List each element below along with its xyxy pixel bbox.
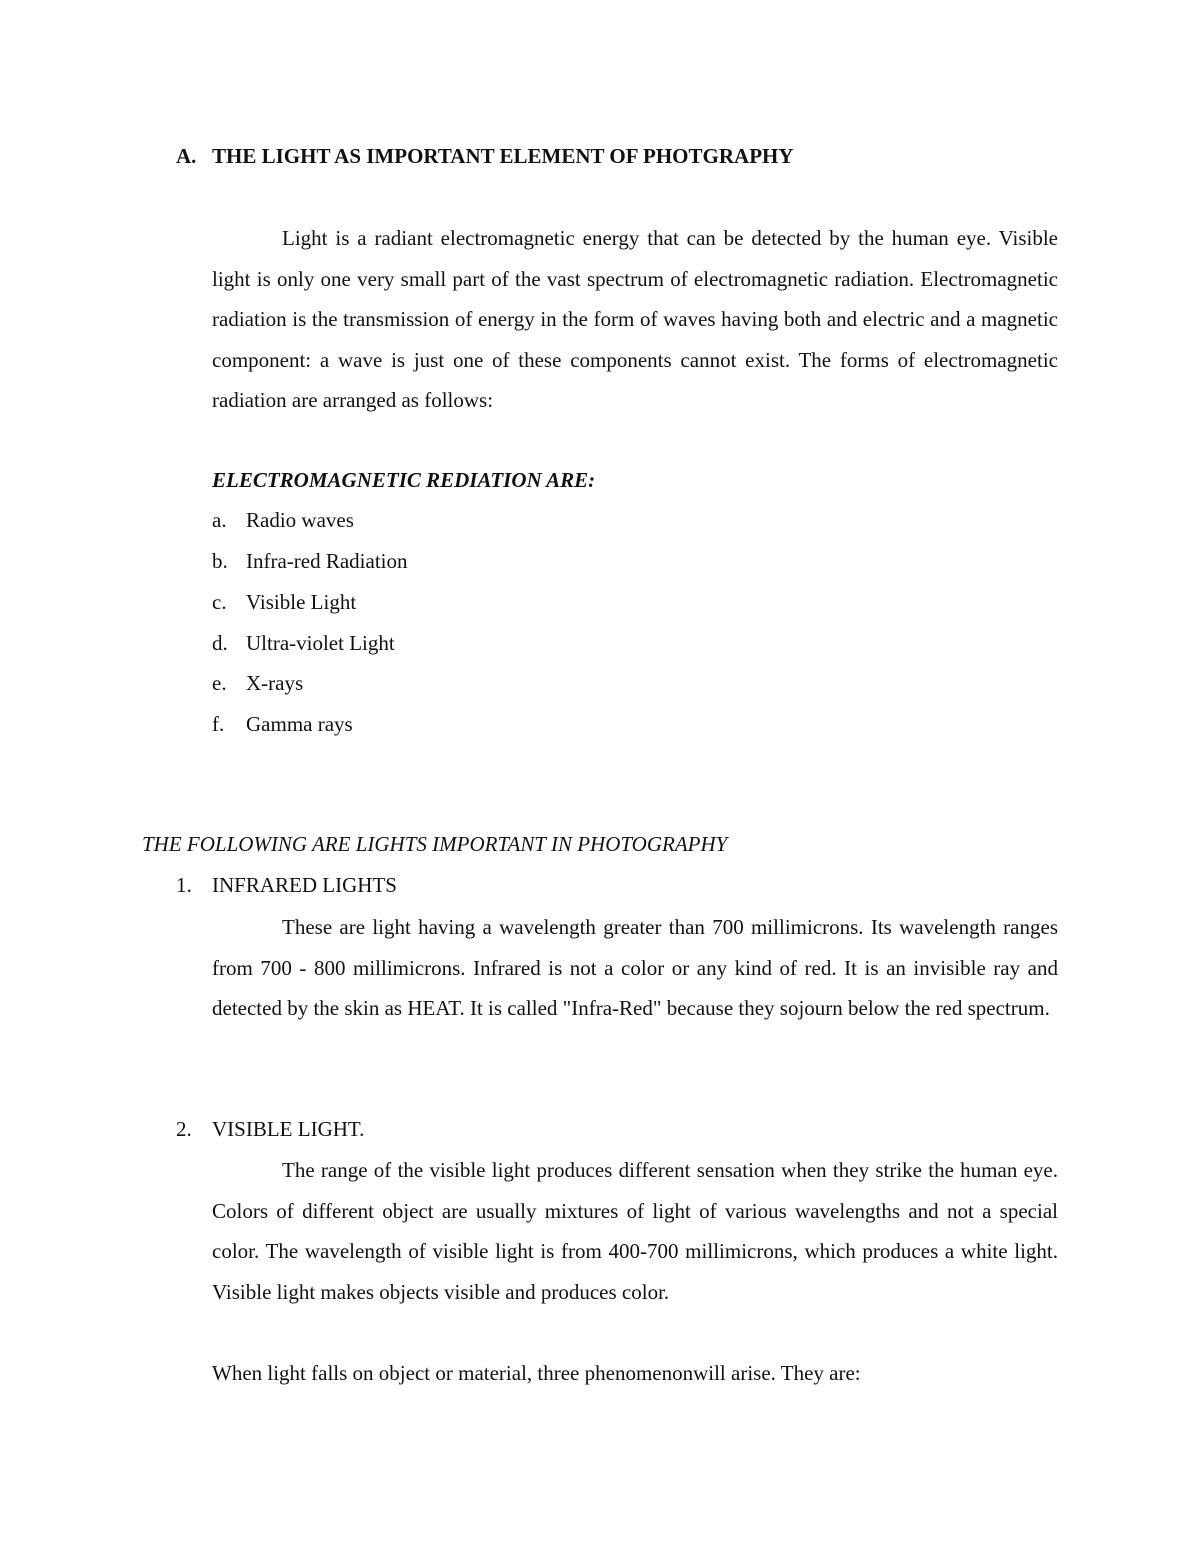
list-marker: a. [212, 508, 227, 532]
numbered-title: VISIBLE LIGHT. [212, 1117, 365, 1141]
list-marker: e. [212, 671, 227, 695]
list-marker: b. [212, 549, 228, 573]
numbered-marker: 2. [176, 1117, 192, 1141]
list-label: X-rays [246, 671, 304, 695]
section-a-heading [176, 144, 794, 169]
section-a-title: THE LIGHT AS IMPORTANT ELEMENT OF PHOTGRAPHY [212, 144, 794, 168]
list-label: Visible Light [246, 590, 357, 614]
numbered-item-title [176, 873, 397, 898]
section-a-marker: A. [176, 144, 197, 168]
list-label: Infra-red Radiation [246, 549, 408, 573]
list-marker: c. [212, 590, 227, 614]
list-marker: f. [212, 712, 225, 736]
infrared-paragraph: These are light having a wavelength greater than 700 millimicrons. Its wavelength ranges from 700 - 800 millimicrons. Infrared is not a color or any kind of red. It is an invisible ray and detected by the skin as HEAT. It is called "Infra-Red" because they sojourn below the red spectrum. [212, 915, 1058, 1021]
list-item [212, 712, 353, 737]
lights-section-heading: THE FOLLOWING ARE LIGHTS IMPORTANT IN PHOTOGRAPHY [142, 832, 728, 856]
numbered-title: INFRARED LIGHTS [212, 873, 397, 897]
numbered-item-title [176, 1117, 364, 1142]
list-label: Ultra-violet Light [246, 631, 395, 655]
list-item [212, 671, 303, 696]
closing-line: When light falls on object or material, three phenomenonwill arise. They are: [212, 1361, 861, 1385]
list-item [212, 549, 408, 574]
list-item [212, 631, 395, 656]
list-item [212, 590, 356, 615]
numbered-marker: 1. [176, 873, 192, 897]
list-marker: d. [212, 631, 228, 655]
list-label: Gamma rays [246, 712, 353, 736]
visible-light-paragraph: The range of the visible light produces different sensation when they strike the human eye. Colors of different object are usually mixtures of light of various wavelengths and not a special color. The wavelength of visible light is from 400-700 millimicrons, which produces a white light. Visible light makes objects visible and produces color. [212, 1158, 1058, 1304]
list-item [212, 508, 354, 533]
list-label: Radio waves [246, 508, 354, 532]
intro-paragraph: Light is a radiant electromagnetic energy that can be detected by the human eye. Visible light is only one very small part of the vast spectrum of electromagnetic radiation. Electromagnetic radiation is the transmission of energy in the form of waves having both and electric and a magnetic component: a wave is just one of these components cannot exist. The forms of electromagnetic radiation are arranged as follows: [212, 226, 1058, 413]
em-radiation-heading: ELECTROMAGNETIC REDIATION ARE: [212, 468, 596, 492]
